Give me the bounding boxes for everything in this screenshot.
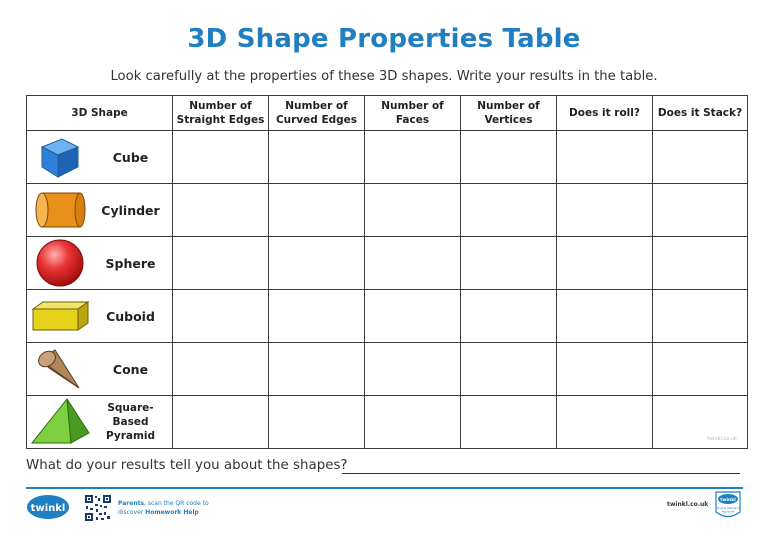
quality-badge-icon [713,490,743,522]
answer-cell[interactable] [269,131,365,184]
answer-cell[interactable] [461,237,557,290]
shape-cell-cone [27,343,173,396]
header-row [27,96,748,131]
answer-cell[interactable] [557,237,653,290]
answer-cell[interactable] [461,290,557,343]
header-does-it-roll: Does it roll? [557,96,653,131]
table-row [27,343,748,396]
answer-cell[interactable] [557,343,653,396]
footer-divider [26,487,743,489]
answer-cell[interactable] [269,343,365,396]
shape-name: Square-Based Pyramid [105,402,156,442]
table-row [27,290,748,343]
cone-icon [37,348,83,390]
answer-cell[interactable] [557,290,653,343]
table-row [27,131,748,184]
shape-cell-cuboid [27,290,173,343]
shape-name: Cylinder [101,202,160,218]
header-does-it-stack: Does it Stack? [653,96,748,131]
table-row [27,184,748,237]
answer-cell[interactable] [173,343,269,396]
answer-cell[interactable] [173,237,269,290]
answer-cell[interactable] [557,184,653,237]
shape-cell-pyramid [27,396,173,449]
instructions: Look carefully at the properties of these 3D shapes. Write your results in the table. [110,69,658,84]
answer-cell[interactable] [557,131,653,184]
answer-cell[interactable] [365,237,461,290]
svg-text:Approved: Approved [721,510,735,514]
sphere-icon [35,238,85,288]
answer-cell[interactable] [269,237,365,290]
answer-cell[interactable] [461,184,557,237]
answer-cell[interactable] [173,396,269,449]
page-title: 3D Shape Properties Table [187,24,581,54]
cube-icon [38,135,82,179]
answer-line[interactable] [342,473,740,474]
twinkl-logo [26,494,70,520]
shape-cell-cube [27,131,173,184]
answer-cell[interactable] [653,237,748,290]
pyramid-icon [29,397,91,447]
answer-cell[interactable] [365,184,461,237]
answer-cell[interactable] [365,343,461,396]
answer-cell[interactable] [173,184,269,237]
header-curved-edges: Number of Curved Edges [269,96,365,131]
shape-name: Sphere [105,255,156,271]
answer-cell[interactable] [365,290,461,343]
answer-cell[interactable] [653,343,748,396]
answer-cell[interactable] [365,396,461,449]
answer-cell[interactable] [461,343,557,396]
shape-name: Cuboid [106,308,155,324]
cylinder-icon [34,190,86,230]
answer-cell[interactable] [653,184,748,237]
shape-cell-cylinder [27,184,173,237]
answer-cell[interactable] [173,131,269,184]
answer-cell[interactable] [653,131,748,184]
header-vertices: Number of Vertices [461,96,557,131]
answer-cell[interactable] [653,290,748,343]
table-row [27,396,748,449]
parents-note: Parents, scan the QR code to discover Homework Help [118,500,209,516]
qr-code-icon[interactable] [85,495,111,521]
answer-cell[interactable] [461,396,557,449]
header-3d-shape: 3D Shape [27,96,173,131]
answer-cell[interactable] [461,131,557,184]
svg-text:twinkl: twinkl [720,498,736,503]
cuboid-icon [31,300,89,332]
answer-cell[interactable] [269,184,365,237]
shape-name: Cone [112,361,149,377]
table-row [27,237,748,290]
answer-cell[interactable] [557,396,653,449]
header-faces: Number of Faces [365,96,461,131]
answer-cell[interactable] [269,396,365,449]
answer-cell[interactable] [365,131,461,184]
homework-help-link[interactable]: Homework Help [145,509,199,516]
svg-text:Quality Standard: Quality Standard [717,507,739,510]
answer-cell[interactable] [173,290,269,343]
site-url[interactable]: twinkl.co.uk [667,501,709,508]
logo-text: twinkl [30,503,66,514]
header-straight-edges: Number of Straight Edges [173,96,269,131]
question-text: What do your results tell you about the shapes? [26,458,348,473]
watermark: twinkl.co.uk [707,436,737,442]
answer-cell[interactable] [269,290,365,343]
shape-name: Cube [112,149,149,165]
shape-properties-table [26,95,748,449]
shape-cell-sphere [27,237,173,290]
